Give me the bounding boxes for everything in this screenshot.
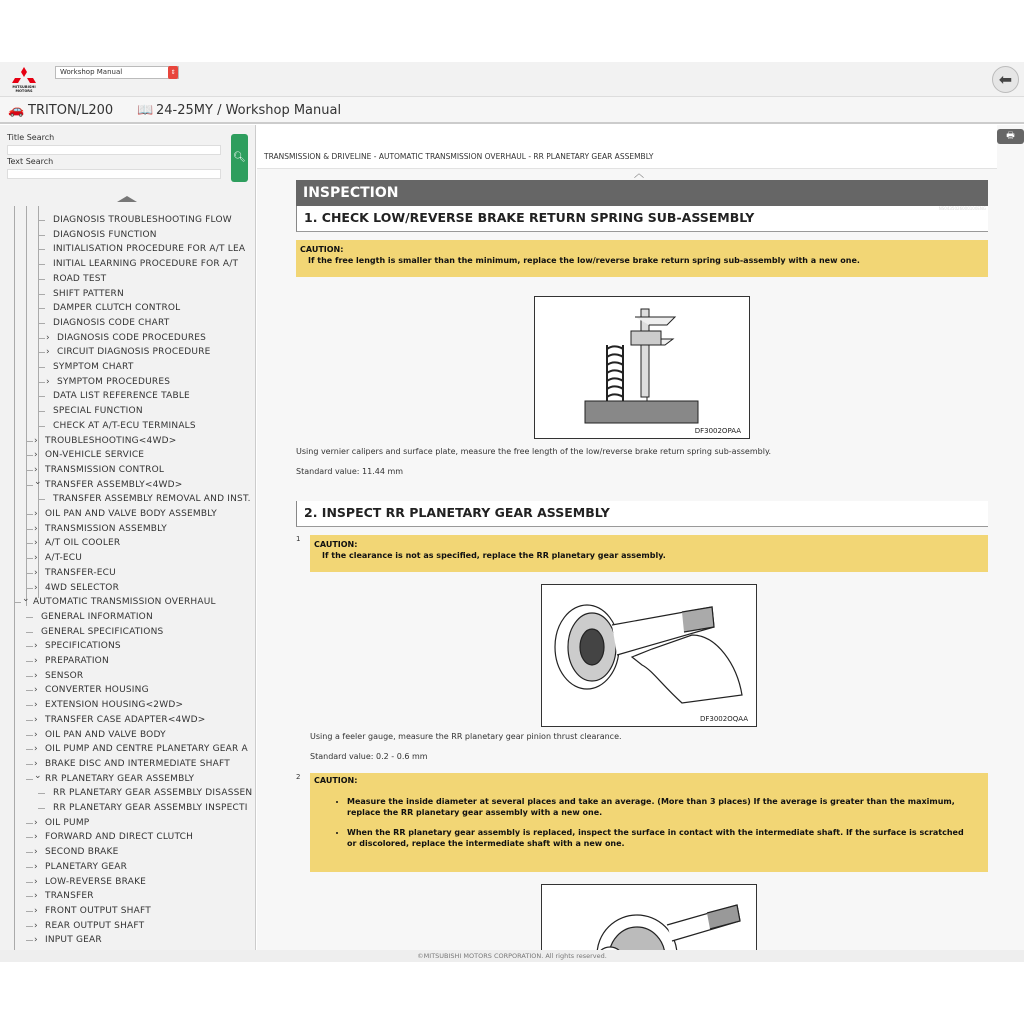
back-button[interactable] bbox=[992, 66, 1019, 93]
tree-item[interactable] bbox=[0, 242, 256, 256]
tree-branch-line bbox=[38, 367, 45, 368]
tree-branch-line bbox=[26, 455, 33, 456]
caution-bullet: • When the RR planetary gear assembly is replaced, inspect the surface in contact with the intermediate shaft. If the surface is scratched or discolored, replace the intermediate shaft with a new one. bbox=[347, 827, 974, 849]
tree-branch-line bbox=[26, 690, 33, 691]
scroll-up-icon[interactable] bbox=[117, 196, 137, 202]
tree-item[interactable] bbox=[0, 669, 256, 683]
tree-branch-line bbox=[26, 470, 33, 471]
tree-item-label: CHECK AT A/T-ECU TERMINALS bbox=[53, 420, 196, 431]
tree-item[interactable] bbox=[0, 581, 256, 595]
sec1-instruction: Using vernier calipers and surface plate, measure the free length of the low/reverse brake return spring sub-assembly. bbox=[296, 447, 772, 456]
tree-branch-line bbox=[26, 749, 33, 750]
tree-item-label: SYMPTOM PROCEDURES bbox=[57, 376, 171, 387]
chevron-right-icon[interactable]: › bbox=[34, 935, 38, 946]
tree-item-label: INITIALISATION PROCEDURE FOR A/T LEA bbox=[53, 244, 246, 255]
tree-item-label: DIAGNOSIS FUNCTION bbox=[53, 229, 157, 240]
tree-item-label: ON-VEHICLE SERVICE bbox=[45, 450, 145, 461]
tree-item[interactable] bbox=[0, 786, 256, 800]
tree-item-label: CONVERTER HOUSING bbox=[45, 685, 149, 696]
tree-branch-line bbox=[38, 499, 45, 500]
tree-item[interactable] bbox=[0, 316, 256, 330]
chevron-right-icon[interactable]: › bbox=[34, 641, 38, 652]
chevron-right-icon[interactable]: › bbox=[34, 464, 38, 475]
tree-item[interactable] bbox=[0, 919, 256, 933]
chevron-right-icon[interactable]: › bbox=[46, 347, 50, 358]
chevron-right-icon[interactable]: › bbox=[34, 905, 38, 916]
chevron-right-icon[interactable]: › bbox=[34, 435, 38, 446]
tree-item[interactable] bbox=[0, 448, 256, 462]
toc-tree bbox=[0, 206, 256, 950]
tree-branch-line bbox=[38, 338, 45, 339]
tree-branch-line bbox=[26, 573, 33, 574]
figure-feeler-gauge bbox=[541, 584, 757, 727]
chevron-right-icon[interactable]: › bbox=[34, 509, 38, 519]
sec1-title: 1. CHECK LOW/REVERSE BRAKE RETURN SPRING SUB-ASSEMBLY bbox=[296, 206, 988, 232]
tree-item-label: FORWARD AND DIRECT CLUTCH bbox=[45, 832, 194, 843]
tree-item-label: TRANSFER bbox=[45, 891, 94, 902]
tree-item[interactable] bbox=[0, 331, 256, 345]
text-search-input[interactable] bbox=[7, 169, 221, 179]
tree-item-label: PREPARATION bbox=[45, 656, 109, 666]
title-search-input[interactable] bbox=[7, 145, 221, 155]
tree-item-label: AUTOMATIC TRANSMISSION OVERHAUL bbox=[33, 597, 216, 608]
tree-branch-line bbox=[38, 352, 45, 353]
tree-item-label: OIL PAN AND VALVE BODY ASSEMBLY bbox=[45, 509, 217, 519]
tree-item[interactable] bbox=[0, 683, 256, 697]
tree-item-label: SHIFT PATTERN bbox=[53, 288, 124, 299]
tree-item[interactable] bbox=[0, 389, 256, 403]
tree-branch-line bbox=[26, 779, 33, 780]
tree-branch-line bbox=[26, 485, 33, 486]
tree-item-label: RR PLANETARY GEAR ASSEMBLY INSPECTI bbox=[53, 803, 248, 813]
tree-branch-line bbox=[38, 382, 45, 383]
tree-item-label: TROUBLESHOOTING<4WD> bbox=[45, 435, 177, 446]
dial-gauge-illustration bbox=[542, 885, 755, 950]
tree-branch-line bbox=[26, 720, 33, 721]
tree-branch-line bbox=[38, 249, 45, 250]
tree-item-label: DATA LIST REFERENCE TABLE bbox=[53, 391, 190, 402]
tree-item-label: A/T-ECU bbox=[45, 553, 83, 564]
tree-branch-line bbox=[38, 279, 45, 280]
tree-item[interactable] bbox=[0, 360, 256, 374]
tree-branch-line bbox=[26, 529, 33, 530]
chevron-right-icon[interactable]: › bbox=[34, 876, 38, 887]
tree-branch-line bbox=[38, 323, 45, 324]
tree-item[interactable] bbox=[0, 434, 256, 448]
sec2-title: 2. INSPECT RR PLANETARY GEAR ASSEMBLY bbox=[296, 501, 988, 527]
tree-item-label: A/T OIL COOLER bbox=[45, 538, 121, 549]
chevron-right-icon[interactable]: › bbox=[34, 450, 38, 461]
tree-item[interactable] bbox=[0, 772, 256, 786]
figure-code: DF3002OQAA bbox=[699, 715, 748, 723]
tree-branch-line bbox=[26, 617, 33, 618]
tree-item[interactable] bbox=[0, 419, 256, 433]
tree-item-label: RR PLANETARY GEAR ASSEMBLY DISASSEN bbox=[53, 788, 253, 799]
tree-item-label: TRANSFER-ECU bbox=[45, 567, 116, 578]
tree-branch-line bbox=[26, 823, 33, 824]
tree-branch-line bbox=[26, 543, 33, 544]
tree-item-label: EXTENSION HOUSING<2WD> bbox=[45, 700, 184, 711]
chevron-right-icon[interactable]: › bbox=[34, 553, 38, 564]
chevron-right-icon[interactable]: › bbox=[34, 920, 38, 931]
footer: ©MITSUBISHI MOTORS CORPORATION. All rights reserved. bbox=[0, 950, 1024, 962]
tree-item-label: TRANSFER ASSEMBLY<4WD> bbox=[45, 479, 183, 490]
tree-branch-line bbox=[38, 308, 45, 309]
tree-item-label: SPECIAL FUNCTION bbox=[53, 406, 143, 417]
tree-branch-line bbox=[38, 294, 45, 295]
tree-item-label: TRANSFER CASE ADAPTER<4WD> bbox=[45, 714, 206, 725]
tree-item-label: OIL PUMP AND CENTRE PLANETARY GEAR A bbox=[45, 744, 248, 755]
tree-item-label: TRANSMISSION CONTROL bbox=[45, 464, 165, 475]
spring-caliper-illustration bbox=[535, 297, 748, 425]
tree-branch-line bbox=[26, 852, 33, 853]
tree-item-label: PLANETARY GEAR bbox=[45, 861, 128, 872]
tree-branch-line bbox=[38, 220, 45, 221]
tree-branch-line bbox=[38, 264, 45, 265]
tree-item-label: TRANSFER ASSEMBLY REMOVAL AND INST. bbox=[53, 494, 251, 505]
chevron-right-icon[interactable]: › bbox=[34, 538, 38, 549]
title-search-label: Title Search bbox=[7, 133, 55, 142]
manual-select[interactable] bbox=[55, 66, 179, 79]
tree-branch-line bbox=[38, 396, 45, 397]
chevron-right-icon[interactable]: › bbox=[34, 685, 38, 696]
tree-branch-line bbox=[26, 632, 33, 633]
tree-branch-line bbox=[26, 896, 33, 897]
tree-item-label: DAMPER CLUTCH CONTROL bbox=[53, 303, 181, 314]
tree-item[interactable] bbox=[0, 830, 256, 844]
tree-item-label: DIAGNOSIS CODE PROCEDURES bbox=[57, 332, 207, 343]
tree-branch-line bbox=[26, 588, 33, 589]
caution-label: CAUTION: bbox=[314, 540, 358, 549]
caution-label: CAUTION: bbox=[314, 776, 358, 785]
caution-bullet: • Measure the inside diameter at several places and take an average. (More than 3 places) If the average is greater than the maximum, replace the RR planetary gear assembly with a new one. bbox=[347, 796, 974, 818]
select-arrow-icon: ⇕ bbox=[168, 66, 178, 79]
sec1-standard-value: Standard value: 11.44 mm bbox=[296, 467, 404, 476]
chevron-right-icon[interactable]: › bbox=[34, 891, 38, 902]
chevron-right-icon[interactable]: › bbox=[34, 847, 38, 858]
tree-item[interactable] bbox=[0, 272, 256, 286]
tree-branch-line bbox=[26, 735, 33, 736]
tree-item[interactable] bbox=[0, 625, 256, 639]
breadcrumb: TRANSMISSION & DRIVELINE - AUTOMATIC TRANSMISSION OVERHAUL - RR PLANETARY GEAR ASSEMBLY bbox=[264, 152, 654, 161]
title-bar bbox=[0, 97, 1024, 124]
tree-item[interactable] bbox=[0, 404, 256, 418]
vehicle-title: TRITON/L200 bbox=[28, 103, 114, 118]
tree-item-label: SPECIFICATIONS bbox=[45, 641, 121, 652]
tree-item[interactable] bbox=[0, 610, 256, 624]
tree-item[interactable] bbox=[0, 213, 256, 227]
tree-item[interactable] bbox=[0, 816, 256, 830]
chevron-down-icon[interactable]: ⌄ bbox=[34, 770, 42, 781]
sec1-caution bbox=[296, 240, 988, 277]
tree-item[interactable] bbox=[0, 713, 256, 727]
tree-item-label: ROAD TEST bbox=[53, 273, 107, 284]
tree-item[interactable] bbox=[0, 478, 256, 492]
arrow-left-icon: ⬅ bbox=[998, 70, 1013, 89]
tree-item[interactable] bbox=[0, 845, 256, 859]
svg-text:MOTORS: MOTORS bbox=[15, 89, 33, 93]
tree-item-label: INITIAL LEARNING PROCEDURE FOR A/T bbox=[53, 259, 239, 270]
chevron-right-icon[interactable]: › bbox=[34, 861, 38, 872]
chevron-right-icon[interactable]: › bbox=[34, 832, 38, 843]
chevron-down-icon[interactable]: ⌄ bbox=[34, 476, 42, 487]
search-button[interactable] bbox=[231, 134, 248, 182]
tree-item[interactable] bbox=[0, 345, 256, 359]
tree-item[interactable] bbox=[0, 287, 256, 301]
tree-item-label: BRAKE DISC AND INTERMEDIATE SHAFT bbox=[45, 758, 230, 769]
tree-item[interactable] bbox=[0, 522, 256, 536]
tree-branch-line bbox=[26, 926, 33, 927]
svg-text:MITSUBISHI: MITSUBISHI bbox=[12, 85, 36, 89]
tree-item[interactable] bbox=[0, 904, 256, 918]
content-pane bbox=[257, 125, 1024, 950]
car-icon: 🚗 bbox=[8, 103, 25, 118]
tree-item[interactable] bbox=[0, 728, 256, 742]
tree-item[interactable] bbox=[0, 551, 256, 565]
caution-label: CAUTION: bbox=[300, 245, 344, 254]
section-heading bbox=[296, 180, 988, 211]
tree-branch-line bbox=[14, 602, 21, 603]
planetary-gear-illustration bbox=[542, 585, 755, 713]
chevron-right-icon[interactable]: › bbox=[34, 700, 38, 711]
step-number: 1 bbox=[296, 535, 301, 543]
tree-item[interactable] bbox=[0, 639, 256, 653]
tree-item-label: DIAGNOSIS CODE CHART bbox=[53, 317, 170, 328]
tree-branch-line bbox=[26, 558, 33, 559]
tree-item-label: LOW-REVERSE BRAKE bbox=[45, 876, 147, 887]
caution-text: If the clearance is not as specified, replace the RR planetary gear assembly. bbox=[322, 551, 666, 560]
figure-dial-gauge bbox=[541, 884, 757, 950]
step-number: 2 bbox=[296, 773, 301, 781]
print-button[interactable] bbox=[997, 129, 1024, 144]
tree-item-label: 4WD SELECTOR bbox=[45, 582, 120, 593]
tree-item-label: TRANSMISSION ASSEMBLY bbox=[45, 523, 167, 534]
tree-item[interactable] bbox=[0, 801, 256, 815]
chevron-right-icon[interactable]: › bbox=[34, 567, 38, 578]
tree-item-label: GENERAL SPECIFICATIONS bbox=[41, 626, 164, 637]
sec2-caution-2 bbox=[310, 773, 988, 872]
tree-item[interactable] bbox=[0, 301, 256, 315]
tree-branch-line bbox=[26, 764, 33, 765]
doc-code: NS0435026000100ENG bbox=[938, 206, 986, 211]
tree-item[interactable] bbox=[0, 889, 256, 903]
sec2-instruction: Using a feeler gauge, measure the RR planetary gear pinion thrust clearance. bbox=[310, 732, 622, 741]
tree-item-label: REAR OUTPUT SHAFT bbox=[45, 920, 145, 931]
tree-branch-line bbox=[26, 837, 33, 838]
tree-branch-line bbox=[38, 808, 45, 809]
tree-item[interactable] bbox=[0, 536, 256, 550]
tree-item-label: CIRCUIT DIAGNOSIS PROCEDURE bbox=[57, 347, 211, 358]
tree-item[interactable] bbox=[0, 933, 256, 947]
tree-item-label: OIL PUMP bbox=[45, 817, 90, 828]
tree-branch-line bbox=[26, 867, 33, 868]
chevron-right-icon[interactable]: › bbox=[34, 729, 38, 740]
sec2-standard-value: Standard value: 0.2 - 0.6 mm bbox=[310, 752, 428, 761]
chevron-right-icon[interactable]: › bbox=[34, 670, 38, 681]
tree-branch-line bbox=[26, 705, 33, 706]
tree-item[interactable] bbox=[0, 566, 256, 580]
tree-item[interactable] bbox=[0, 492, 256, 506]
tree-branch-line bbox=[38, 426, 45, 427]
tree-branch-line bbox=[26, 661, 33, 662]
chevron-right-icon[interactable]: › bbox=[34, 714, 38, 725]
tree-item-label: SYMPTOM CHART bbox=[53, 362, 134, 372]
chevron-right-icon[interactable]: › bbox=[34, 656, 38, 666]
tree-item[interactable] bbox=[0, 595, 256, 609]
tree-item-label: FRONT OUTPUT SHAFT bbox=[45, 905, 151, 916]
chevron-down-icon[interactable]: ⌄ bbox=[22, 594, 30, 605]
tree-item[interactable] bbox=[0, 228, 256, 242]
mitsubishi-logo bbox=[10, 66, 38, 94]
tree-item[interactable] bbox=[0, 698, 256, 712]
book-icon: 📖 bbox=[137, 103, 154, 118]
chevron-right-icon[interactable]: › bbox=[34, 817, 38, 828]
collapse-chevron-icon[interactable]: ︿ bbox=[634, 169, 644, 180]
manual-title: 24-25MY / Workshop Manual bbox=[156, 103, 342, 118]
tree-item-label: RR PLANETARY GEAR ASSEMBLY bbox=[45, 773, 195, 784]
tree-branch-line bbox=[26, 514, 33, 515]
figure-spring-measure bbox=[534, 296, 750, 439]
tree-item[interactable] bbox=[0, 742, 256, 756]
tree-branch-line bbox=[38, 235, 45, 236]
chevron-right-icon[interactable]: › bbox=[34, 582, 38, 593]
chevron-right-icon[interactable]: › bbox=[34, 744, 38, 755]
tree-branch-line bbox=[26, 882, 33, 883]
chevron-right-icon[interactable]: › bbox=[46, 332, 50, 343]
tree-branch-line bbox=[38, 411, 45, 412]
sec2-caution bbox=[310, 535, 988, 572]
tree-item-label: SENSOR bbox=[45, 670, 84, 681]
tree-branch-line bbox=[38, 793, 45, 794]
tree-item[interactable] bbox=[0, 257, 256, 271]
text-search-label: Text Search bbox=[7, 157, 54, 166]
tree-item-label: OIL PAN AND VALVE BODY bbox=[45, 729, 166, 740]
chevron-right-icon[interactable]: › bbox=[34, 523, 38, 534]
tree-branch-line bbox=[26, 441, 33, 442]
search-icon: 🔍︎ bbox=[233, 152, 246, 163]
tree-item-label: INPUT GEAR bbox=[45, 935, 102, 946]
tree-branch-line bbox=[26, 911, 33, 912]
chevron-right-icon[interactable]: › bbox=[34, 758, 38, 769]
tree-branch-line bbox=[26, 940, 33, 941]
manual-select-value: Workshop Manual bbox=[60, 68, 123, 76]
caution-text: If the free length is smaller than the minimum, replace the low/reverse brake return spring sub-assembly with a new one. bbox=[308, 256, 860, 265]
heading-text: INSPECTION bbox=[303, 185, 399, 201]
tree-item[interactable] bbox=[0, 875, 256, 889]
tree-item[interactable] bbox=[0, 375, 256, 389]
tree-item[interactable] bbox=[0, 507, 256, 521]
chevron-right-icon[interactable]: › bbox=[46, 376, 50, 387]
figure-code: DF3002OPAA bbox=[694, 427, 741, 435]
tree-item[interactable] bbox=[0, 654, 256, 668]
tree-item-label: DIAGNOSIS TROUBLESHOOTING FLOW bbox=[53, 215, 232, 225]
tree-item-label: GENERAL INFORMATION bbox=[41, 611, 153, 622]
tree-branch-line bbox=[26, 646, 33, 647]
tree-branch-line bbox=[26, 676, 33, 677]
printer-icon: 🖶 bbox=[1006, 131, 1015, 141]
tree-item-label: SECOND BRAKE bbox=[45, 847, 119, 858]
tree-item[interactable] bbox=[0, 860, 256, 874]
